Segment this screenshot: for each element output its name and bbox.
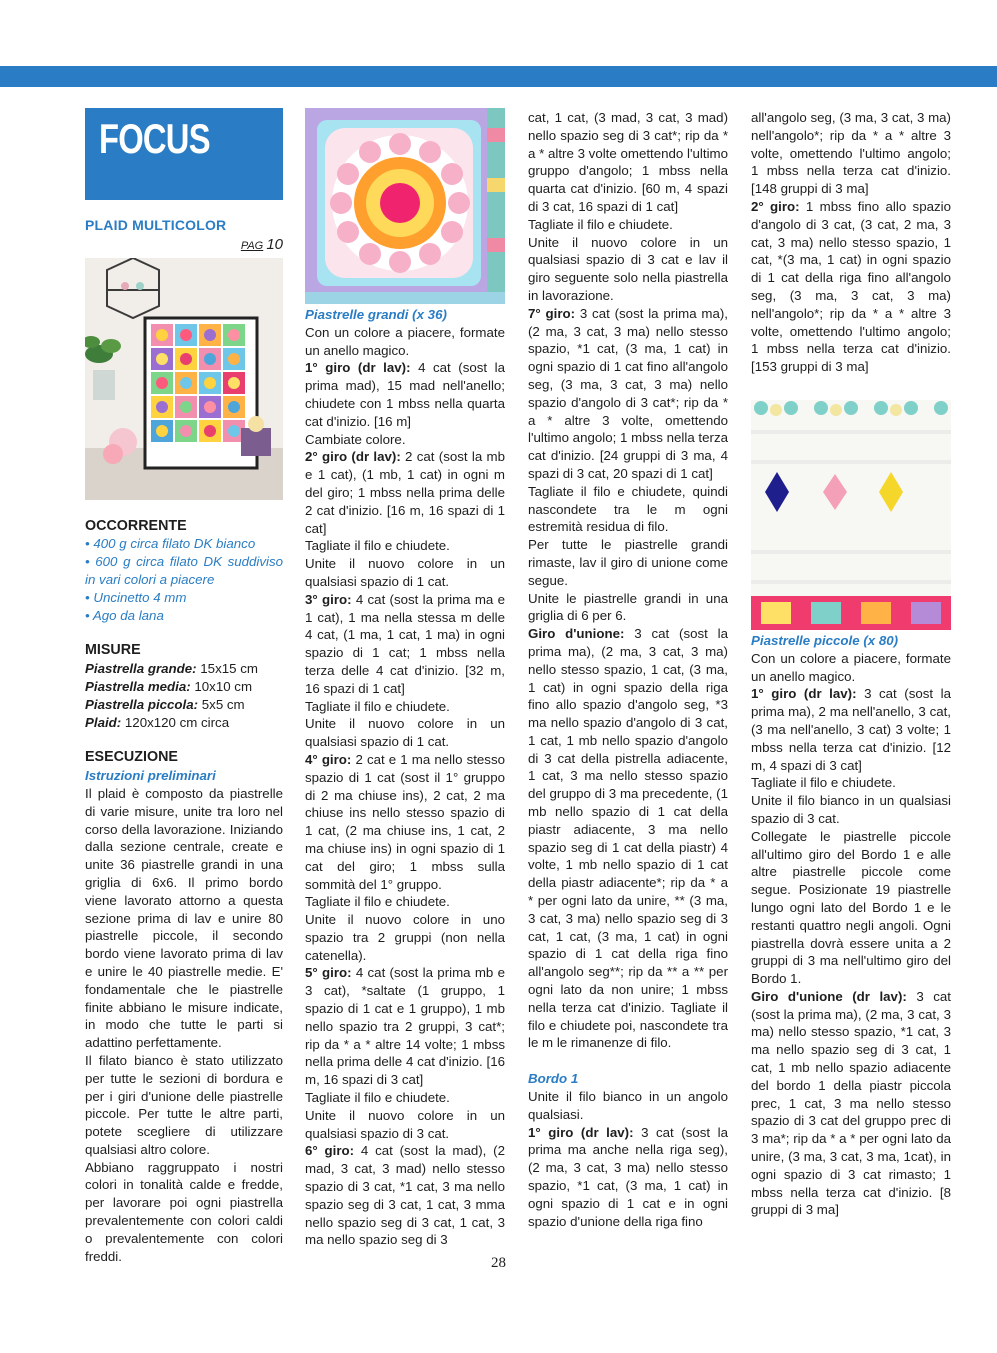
esecuzione-title: ESECUZIONE xyxy=(85,749,178,766)
instruction-text: Unite il filo bianco in un angolo qualsiasi. xyxy=(528,1089,728,1122)
top-color-band xyxy=(0,66,997,87)
esecuzione-paragraph: Abbiano raggruppato i nostri colori in tonalità calde e fredde, per lavorare poi ogni piastrella prevalentemente con colori caldi o prevalentemente con colori freddi. xyxy=(85,1159,283,1264)
round-instruction: 3° giro: 4 cat (sost la prima ma e 1 cat), 1 ma nella stessa m delle 4 cat, (1 ma, 1 cat, 1 ma) in ogni spazio di 1 cat; 1 mbss nella terza delle 4 cat d'inizio. [32 m, 16 spazi di 1 cat] xyxy=(305,591,505,696)
instruction-text: cat, 1 cat, (3 mad, 3 cat, 3 mad) nello spazio seg di 3 cat*; rip da * a * altre 3 volte omettendo l'ultimo gruppo d'angolo; 1 mbss nella quarta cat d'inizio. [60 m, 4 spazi di 3 cat, 16 spazi di 1 cat] xyxy=(528,110,728,214)
misure-title: MISURE xyxy=(85,642,141,659)
instruction-text: Unite il nuovo colore in uno spazio tra 2 gruppi (non nella catenella). xyxy=(305,912,505,963)
plaid-photo xyxy=(85,258,283,500)
occorrente-item: • 600 g circa filato DK suddiviso in vari colori a piacere xyxy=(85,554,283,587)
occorrente-title: OCCORRENTE xyxy=(85,517,187,534)
round-instruction: 1° giro (dr lav): 3 cat (sost la prima ma anche nella riga seg), (2 ma, 3 cat, 3 ma) nello stesso spazio, *1 cat, (3 ma, 1 cat) in ogni spazio di 1 cat e in ogni spazio d'unione della riga fino xyxy=(528,1124,728,1229)
instruction-text: Tagliate il filo e chiudete. xyxy=(528,216,673,232)
bordo-title: Bordo 1 xyxy=(528,1071,579,1087)
occorrente-item: • Uncinetto 4 mm xyxy=(85,589,187,605)
round-instruction: 5° giro: 4 cat (sost la prima mb e 3 cat), *saltate (1 gruppo, 1 spazio di 1 cat e 1 gruppo), 1 mb nello spazio tra 2 gruppi, 3 cat*; rip da * a * altre 14 volte; 1 mbss nella prima delle 4 cat d'inizio. [16 m, 16 spazi di 3 cat] xyxy=(305,965,505,1088)
plaid-title: PLAID MULTICOLOR xyxy=(85,217,227,233)
instruction-text: Con un colore a piacere, formate un anello magico. xyxy=(751,650,951,684)
instruction-text: Tagliate il filo e chiudete. xyxy=(305,538,450,554)
round-instruction: 2° giro (dr lav): 2 cat (sost la mb e 1 cat), (1 mb, 1 cat) in ogni m del giro; 1 mbss nella prima delle 2 cat d'inizio. [16 m, 16 spazi di 1 cat] xyxy=(305,449,505,536)
round-instruction: Giro d'unione: 3 cat (sost la prima ma), (2 ma, 3 cat, 3 ma) nello stesso spazio, 1 cat, (3 ma, 1 cat) in ogni spazio della riga fino allo spazio d'angolo seg, *3 ma nello spazio d'angolo di 3 cat, 1 cat, 1 mb nello spazio d'angolo di 3 cat della pistrella adiacente, 1 cat, 3 ma nello stesso spazio del gruppo di 3 ma precedente, (1 mb nello spazio di 1 cat della piastr adiacente, 3 ma nello spazio seg di 1 cat della piastr) 4 volte, 1 mb nello spazio di 1 cat della piastr adiacente*; rip da * a * per ogni lato da unire, ** (3 ma, 3 cat, 3 ma) nello spazio seg di 3 cat, 1 cat, (3 ma, 1 cat) in ogni spazio di 1 cat della riga fino all'angolo seg**; rip da ** a ** per ogni lato da non unire; 1 mbss nella terza cat d'inizio. Tagliate il filo e chiudete poi, nascondete tra le m le rimanenze di filo. xyxy=(528,626,729,1051)
page-reference-number: 10 xyxy=(266,235,283,253)
large-tile-photo xyxy=(305,108,505,304)
instruction-text: Tagliate il filo e chiudete. xyxy=(751,775,896,791)
page-number: 28 xyxy=(491,1255,506,1271)
instruction-text: Cambiate colore. xyxy=(305,431,406,447)
round-instruction: Giro d'unione (dr lav): 3 cat (sost la prima ma), (2 ma, 3 cat, 3 ma) nello stesso spazio, *1 cat, 3 ma nello spazio seg di 3 cat, 1 cat, 1 mb nello spazio adiacente del bordo 1 della piastr piccola prec, 1 cat, 3 ma nello stesso spazio di 3 cat del gruppo prec di 3 ma*; rip da * a * per ogni lato da unire, (3 ma, 3 cat, 3 ma, 1cat), in ogni spazio di 3 cat rimasto; 1 mbss nella terza cat d'inizio. [8 gruppi di 3 ma] xyxy=(751,988,951,1218)
instruction-text: Tagliate il filo e chiudete. xyxy=(305,698,450,714)
instruction-text: Unite il nuovo colore in un qualsiasi spazio di 1 cat. xyxy=(305,716,505,750)
esecuzione-paragraph: Il plaid è composto da piastrelle di varie misure, unite tra loro nel corso della lavorazione. Iniziando dalla sezione centrale, create e unite 36 piastrelle grandi in una griglia di 6x6. Il primo bordo viene lavorato attorno a questa sezione prima di lav e unire 80 piastrelle piccole, il secondo bordo viene lavorato prima di lav e unire le 40 piastrelle medie. E' fondamentale che le piastrelle finite abbiano le misure indicate, in modo che tutte le parti si adattino perfettamente. xyxy=(85,785,283,1051)
focus-label: FOCUS xyxy=(99,115,210,162)
column-1 xyxy=(85,108,283,1265)
occorrente-item: • 400 g circa filato DK bianco xyxy=(85,536,256,552)
misure-row: Piastrella grande: 15x15 cm xyxy=(85,661,258,677)
instruction-text: Unite il nuovo colore in un qualsiasi spazio di 3 cat e lav il giro seguente solo nella piastrella in lavorazione. xyxy=(528,234,728,303)
focus-label-box xyxy=(85,108,283,200)
misure-row: Piastrella piccola: 5x5 cm xyxy=(85,696,245,712)
round-instruction: 1° giro (dr lav): 3 cat (sost la prima ma), 2 ma nell'anello, 3 cat, (3 ma nell'anello, 3 cat) 3 volte; 1 mbss nella terza cat d'inizio. [12 m, 4 spazi di 3 cat] xyxy=(751,686,951,773)
instruction-text: all'angolo seg, (3 ma, 3 cat, 3 ma) nell'angolo*; rip da * a * altre 3 volte, omettendo l'ultimo angolo; 1 mbss nella terza cat d'inizio. [148 gruppi di 3 ma] xyxy=(751,110,951,197)
esecuzione-subtitle: Istruzioni preliminari xyxy=(85,768,216,784)
misure-row: Plaid: 120x120 cm circa xyxy=(85,714,230,730)
small-tile-photo xyxy=(751,400,951,630)
instruction-text: Unite il nuovo colore in un qualsiasi spazio di 1 cat. xyxy=(305,556,505,589)
instruction-text: Unite il filo bianco in un qualsiasi spazio di 3 cat. xyxy=(751,793,951,826)
instruction-text: Collegate le piastrelle piccole all'ultimo giro del Bordo 1 e alle altre piastrelle piccole come segue. Posizionate 19 piastrelle lungo ogni lato del Bordo 1 e le restanti quattro negli angoli. Ogni piastrella dovrà essere unita a 2 gruppi di 3 ma nell'ultimo giro del Bordo 1. xyxy=(751,828,951,987)
large-tile-caption: Piastrelle grandi (x 36) xyxy=(305,307,447,322)
instruction-text: Unite il nuovo colore in un qualsiasi spazio di 3 cat. xyxy=(305,1107,505,1141)
round-instruction: 1° giro (dr lav): 4 cat (sost la prima mad), 15 mad nell'anello; chiudete con 1 mbss nella quarta cat d'inizio. [16 m] xyxy=(305,360,505,429)
round-instruction: 2° giro: 1 mbss fino allo spazio d'angolo di 3 cat, (3 cat, 2 ma, 3 cat, 3 ma) nello stesso spazio, 1 cat, *(3 ma, 1 cat) in ogni spazio di 1 cat della riga fino all'angolo seg, (3 ma, 3 cat, 3 ma) nell'angolo*; rip da * a * altre 3 volte, omettendo l'ultimo angolo; 1 mbss nella terza cat d'inizio.[153 gruppi di 3 ma] xyxy=(751,198,951,375)
column-4 xyxy=(751,109,951,1219)
instruction-text: Unite le piastrelle grandi in una griglia di 6 per 6. xyxy=(528,590,728,624)
occorrente-item: • Ago da lana xyxy=(85,607,164,623)
instruction-text: Tagliate il filo e chiudete. xyxy=(305,1090,450,1106)
round-instruction: 6° giro: 4 cat (sost la mad), (2 mad, 3 cat, 3 mad) nello stesso spazio di 3 cat, *1 cat, 3 ma nello spazio seg di 3 cat, 1 cat, 3 mma nello spazio seg di 3 cat, 1 cat, 3 ma nello spazio seg di 3 xyxy=(305,1143,505,1248)
instruction-text: Tagliate il filo e chiudete. xyxy=(305,894,450,910)
page-reference-label: PAG xyxy=(240,239,264,252)
page-reference xyxy=(85,236,283,256)
round-instruction: 4° giro: 2 cat e 1 ma nello stesso spazio di 1 cat (sost il 1° gruppo di 2 ma chiuse ins), 2 cat, 2 ma chiuse ins nello stesso spazio di 1 cat, (2 ma chiuse ins, 1 cat, 2 ma chiuse ins) in ogni spazio di 1 cat del giro; 1 mbss sulla sommità del 1° gruppo. xyxy=(305,751,505,892)
esecuzione-paragraph: Il filato bianco è stato utilizzato per tutte le sezioni di bordura e per i giri d'unione delle piastrelle piccole. Per tutte le altre parti, potete scegliere di utilizzare qualsiasi altro colore. xyxy=(85,1052,283,1157)
column-2 xyxy=(305,108,505,1249)
instruction-text: Con un colore a piacere, formate un anello magico. xyxy=(305,324,505,358)
column-3 xyxy=(528,109,728,1230)
instruction-text: Tagliate il filo e chiudete, quindi nascondete tra le m ogni estremità residua di filo. xyxy=(528,483,728,535)
round-instruction: 7° giro: 3 cat (sost la prima ma), (2 ma, 3 cat, 3 ma) nello stesso spazio, *1 cat, (3 ma, 1 cat) in ogni spazio di 1 cat fino all'angolo seg, (3 ma, 3 cat, 3 ma) nello spazio d'angolo di 3 cat*; rip da * a * altre 3 volte, omettendo l'ultimo angolo; 1 mbss nella terza cat d'inizio. [24 gruppi di 3 ma, 4 spazi di 3 cat, 20 spazi di 1 cat] xyxy=(528,305,728,481)
misure-row: Piastrella media: 10x10 cm xyxy=(85,678,253,694)
small-tile-caption: Piastrelle piccole (x 80) xyxy=(751,632,899,648)
instruction-text: Per tutte le piastrelle grandi rimaste, lav il giro di unione come segue. xyxy=(528,537,728,588)
